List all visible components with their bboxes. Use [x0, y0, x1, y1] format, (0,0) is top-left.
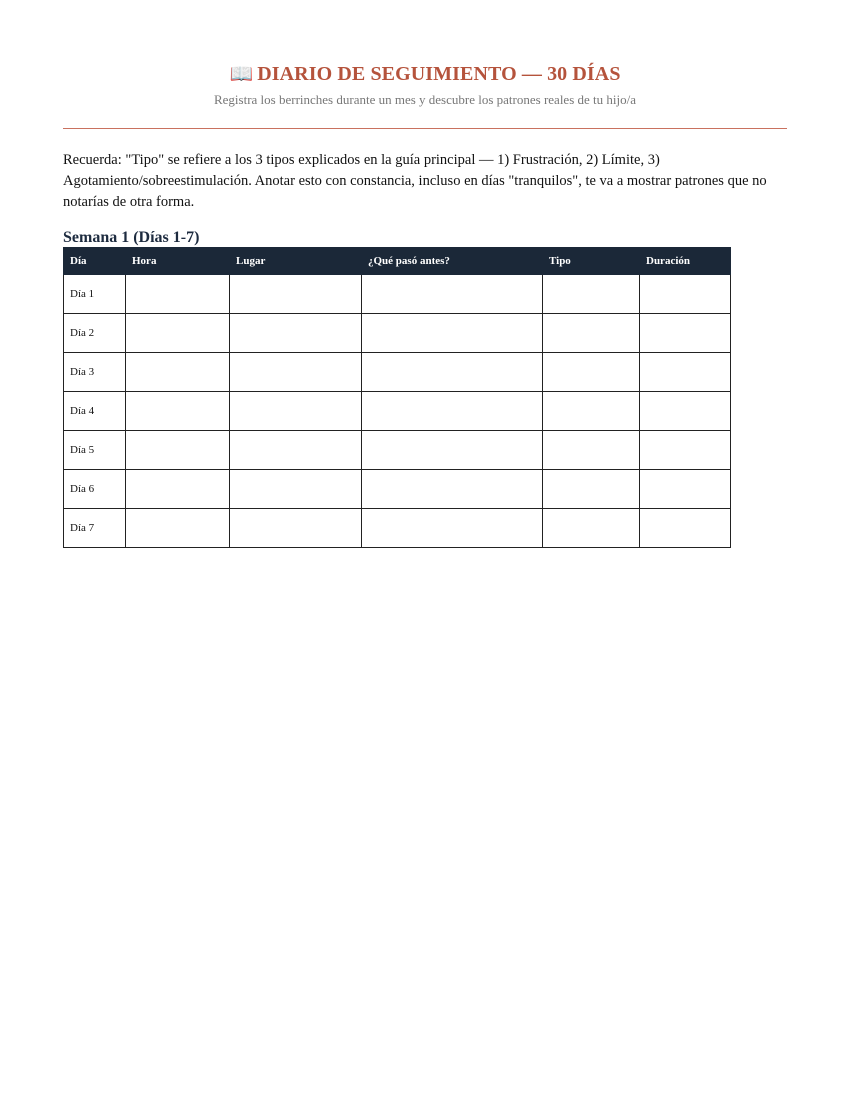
cell-antes[interactable]	[362, 274, 543, 313]
column-header-lugar: Lugar	[230, 247, 362, 274]
cell-antes[interactable]	[362, 430, 543, 469]
column-header-hora: Hora	[126, 247, 230, 274]
table-row	[64, 391, 731, 430]
cell-tipo[interactable]	[543, 430, 640, 469]
document-page	[63, 0, 787, 548]
document-title	[63, 62, 787, 86]
table-row	[64, 508, 731, 547]
week-1-table	[63, 247, 731, 548]
cell-dia: Día 6	[64, 469, 126, 508]
cell-hora[interactable]	[126, 352, 230, 391]
cell-dia: Día 4	[64, 391, 126, 430]
cell-duracion[interactable]	[640, 313, 731, 352]
cell-lugar[interactable]	[230, 430, 362, 469]
cell-hora[interactable]	[126, 391, 230, 430]
column-header-duracion: Duración	[640, 247, 731, 274]
cell-tipo[interactable]	[543, 274, 640, 313]
document-header	[63, 0, 787, 108]
cell-tipo[interactable]	[543, 391, 640, 430]
document-title-text: DIARIO DE SEGUIMIENTO — 30 DÍAS	[257, 63, 621, 85]
open-book-icon: 📖	[229, 63, 254, 85]
cell-tipo[interactable]	[543, 469, 640, 508]
cell-antes[interactable]	[362, 313, 543, 352]
intro-paragraph: Recuerda: "Tipo" se refiere a los 3 tipos explicados en la guía principal — 1) Frustración, 2) Límite, 3) Agotamiento/sobreestimulación. Anotar esto con constancia, incluso en días "tranquilos", te va a mostrar patrones que no notarías de otra forma.	[63, 152, 767, 210]
cell-hora[interactable]	[126, 274, 230, 313]
cell-antes[interactable]	[362, 469, 543, 508]
table-row	[64, 352, 731, 391]
column-header-tipo: Tipo	[543, 247, 640, 274]
table-row	[64, 430, 731, 469]
cell-antes[interactable]	[362, 352, 543, 391]
cell-lugar[interactable]	[230, 313, 362, 352]
cell-lugar[interactable]	[230, 508, 362, 547]
cell-antes[interactable]	[362, 508, 543, 547]
cell-lugar[interactable]	[230, 352, 362, 391]
table-row	[64, 274, 731, 313]
cell-lugar[interactable]	[230, 274, 362, 313]
cell-dia: Día 2	[64, 313, 126, 352]
table-row	[64, 469, 731, 508]
cell-lugar[interactable]	[230, 391, 362, 430]
column-header-antes: ¿Qué pasó antes?	[362, 247, 543, 274]
cell-duracion[interactable]	[640, 352, 731, 391]
header-divider	[63, 128, 787, 129]
cell-dia: Día 3	[64, 352, 126, 391]
document-subtitle: Registra los berrinches durante un mes y descubre los patrones reales de tu hijo/a	[213, 92, 636, 107]
cell-hora[interactable]	[126, 313, 230, 352]
cell-dia: Día 5	[64, 430, 126, 469]
cell-hora[interactable]	[126, 508, 230, 547]
week-1-table-body	[64, 274, 731, 547]
week-1-title: Semana 1 (Días 1-7)	[63, 228, 200, 246]
cell-tipo[interactable]	[543, 508, 640, 547]
cell-duracion[interactable]	[640, 469, 731, 508]
cell-hora[interactable]	[126, 430, 230, 469]
cell-dia: Día 1	[64, 274, 126, 313]
cell-tipo[interactable]	[543, 313, 640, 352]
cell-antes[interactable]	[362, 391, 543, 430]
cell-duracion[interactable]	[640, 508, 731, 547]
table-row	[64, 313, 731, 352]
cell-duracion[interactable]	[640, 430, 731, 469]
cell-duracion[interactable]	[640, 391, 731, 430]
cell-tipo[interactable]	[543, 352, 640, 391]
cell-dia: Día 7	[64, 508, 126, 547]
cell-lugar[interactable]	[230, 469, 362, 508]
cell-hora[interactable]	[126, 469, 230, 508]
cell-duracion[interactable]	[640, 274, 731, 313]
table-header-row	[64, 247, 731, 274]
column-header-dia: Día	[64, 247, 126, 274]
